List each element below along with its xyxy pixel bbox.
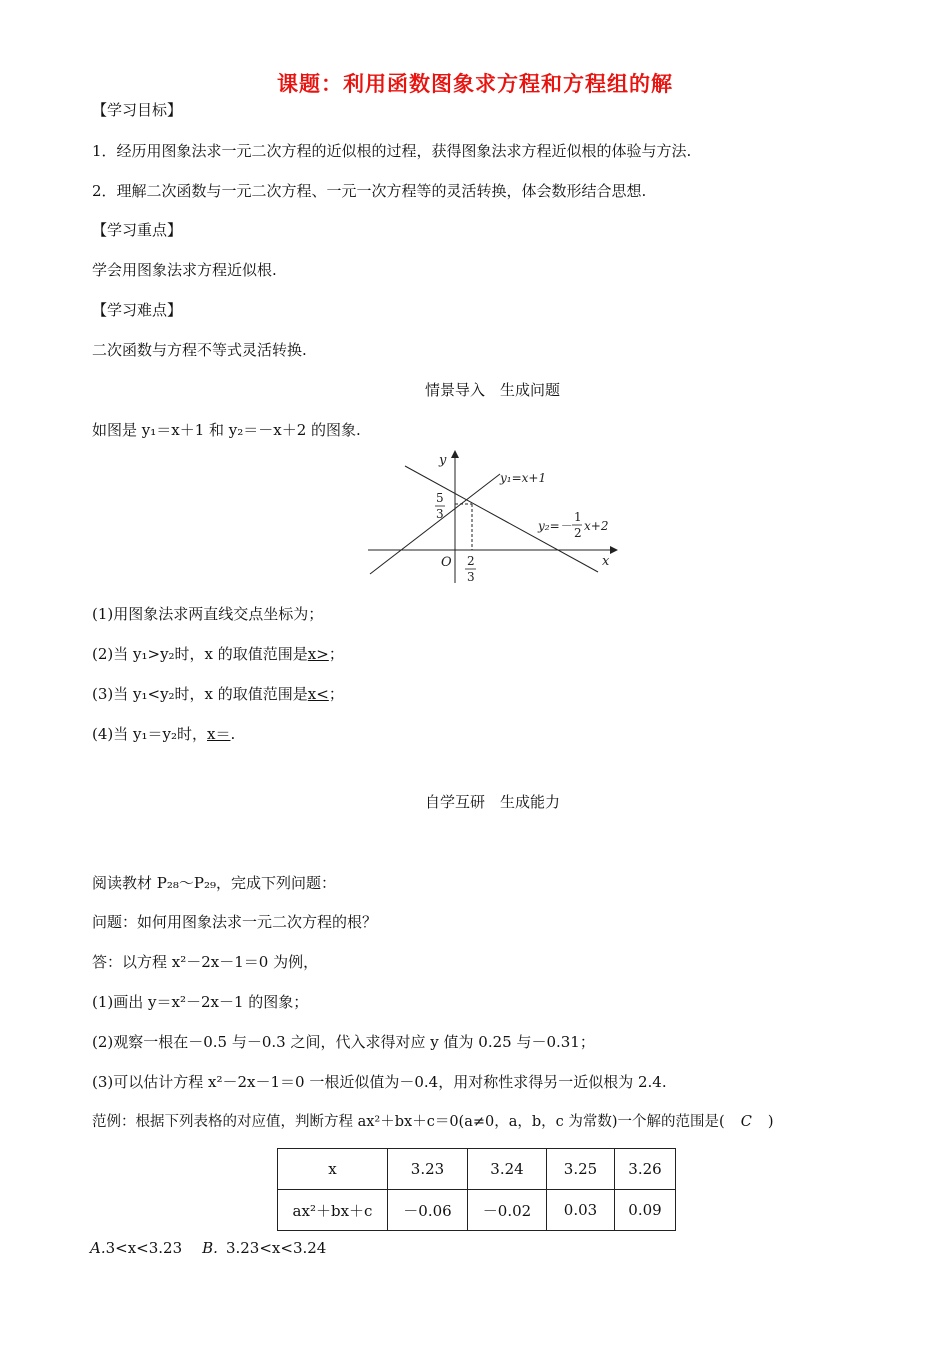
question-3 — [92, 684, 344, 704]
study-answer: 答：以方程 x²－2x－1＝0 为例， — [92, 953, 319, 971]
table-cell: 0.03 — [547, 1190, 615, 1231]
line-graph-figure — [360, 448, 630, 588]
read-instruction: 阅读教材 P₂₈～P₂₉，完成下列问题： — [92, 874, 337, 892]
table-cell: x — [278, 1149, 388, 1190]
key-text: 学会用图象法求方程近似根. — [92, 261, 277, 279]
y-value-frac-den: 3 — [436, 507, 444, 521]
table-cell: 3.25 — [547, 1149, 615, 1190]
table-cell: 0.09 — [615, 1190, 676, 1231]
line2-frac-den: 2 — [574, 526, 582, 540]
question-2 — [92, 644, 344, 664]
goal-2: 2．理解二次函数与一元二次方程、一元一次方程等的灵活转换，体会数形结合思想. — [92, 182, 647, 200]
table-row — [278, 1190, 676, 1231]
question-3-text: (3)当 y₁<y₂时，x 的取值范围是 — [92, 685, 308, 703]
difficulty-heading: 【学习难点】 — [92, 301, 183, 319]
line2-label-suffix: x+2 — [584, 519, 609, 533]
table-cell: －0.06 — [388, 1190, 468, 1231]
difficulty-text: 二次函数与方程不等式灵活转换. — [92, 341, 307, 359]
option-b-text: 3.23<x<3.24 — [225, 1239, 327, 1257]
question-3-end: ； — [328, 685, 344, 703]
study-step-3: (3)可以估计方程 x²－2x－1＝0 一根近似值为－0.4，用对称性求得另一近似根为 2.4. — [92, 1073, 667, 1091]
value-table — [277, 1148, 676, 1231]
line1-label: y₁=x+1 — [500, 471, 547, 485]
table-cell: 3.23 — [388, 1149, 468, 1190]
key-heading: 【学习重点】 — [92, 221, 183, 239]
example-question — [92, 1112, 773, 1132]
example-question-end: ) — [767, 1114, 774, 1130]
question-4-text: (4)当 y₁＝y₂时， — [92, 725, 207, 743]
y-axis-arrow-icon — [451, 450, 459, 458]
table-cell: 3.26 — [615, 1149, 676, 1190]
table-row — [278, 1149, 676, 1190]
intro-lead: 如图是 y₁＝x＋1 和 y₂＝－x＋2 的图象. — [92, 421, 361, 439]
option-a-letter: A. — [90, 1239, 106, 1257]
question-2-text: (2)当 y₁>y₂时，x 的取值范围是 — [92, 645, 308, 663]
option-a-text: 3<x<3.23 — [105, 1239, 183, 1257]
goal-1: 1．经历用图象法求一元二次方程的近似根的过程，获得图象法求方程近似根的体验与方法. — [92, 142, 692, 160]
question-2-blank: x> — [307, 645, 329, 663]
option-b-letter: B. — [202, 1239, 218, 1257]
intro-heading: 情景导入 生成问题 — [424, 381, 560, 399]
x-value-frac-num: 2 — [467, 554, 475, 568]
y-axis-label: y — [439, 453, 447, 468]
table-cell: ax²＋bx＋c — [278, 1190, 388, 1231]
page-title: 课题：利用函数图象求方程和方程组的解 — [277, 72, 673, 96]
study-step-1: (1)画出 y＝x²－2x－1 的图象； — [92, 993, 309, 1011]
line2-label-prefix: y₂=－ — [538, 519, 572, 533]
origin-label: O — [441, 555, 452, 570]
study-heading: 自学互研 生成能力 — [424, 793, 560, 811]
answer-options — [90, 1238, 326, 1258]
example-answer: C — [740, 1114, 752, 1130]
question-4-blank: x＝ — [207, 725, 231, 743]
study-step-2: (2)观察一根在－0.5 与－0.3 之间，代入求得对应 y 值为 0.25 与－0.31； — [92, 1033, 595, 1051]
x-axis-arrow-icon — [610, 546, 618, 554]
question-4 — [92, 724, 235, 744]
line2-frac-num: 1 — [574, 510, 582, 524]
question-1: (1)用图象法求两直线交点坐标为； — [92, 605, 324, 623]
table-cell: －0.02 — [468, 1190, 547, 1231]
y-value-frac-num: 5 — [436, 491, 444, 505]
table-cell: 3.24 — [468, 1149, 547, 1190]
x-value-frac-den: 3 — [467, 570, 475, 584]
question-4-end: . — [230, 725, 236, 743]
goals-heading: 【学习目标】 — [92, 101, 183, 119]
x-axis-label: x — [602, 554, 610, 569]
study-question: 问题：如何用图象法求一元二次方程的根？ — [92, 913, 378, 931]
question-2-end: ； — [328, 645, 344, 663]
line-y1 — [370, 474, 500, 574]
question-3-blank: x< — [307, 685, 329, 703]
example-question-text: 范例：根据下列表格的对应值，判断方程 ax²＋bx＋c＝0(a≠0，a，b，c 为常数)一个解的范围是( — [92, 1114, 725, 1130]
